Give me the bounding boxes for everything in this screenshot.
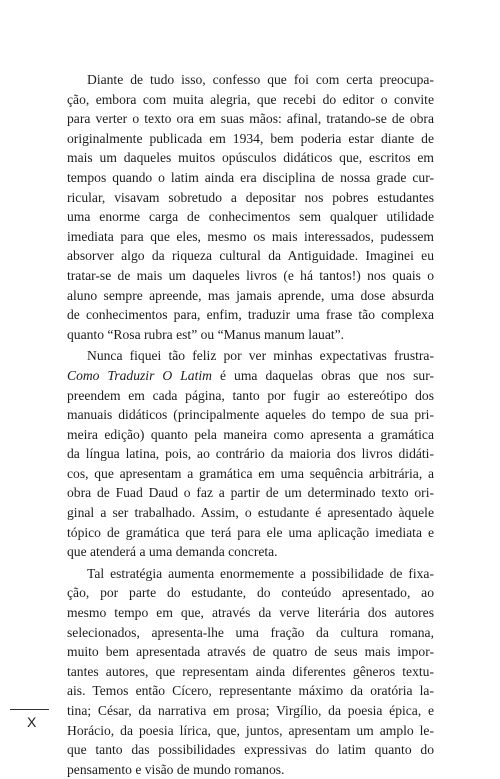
- text-line: obra de Fuad Daud o faz a partir de um determinado texto ori-: [67, 485, 434, 501]
- text-line: ção, por parte do estudante, do conteúdo apresentado, ao: [67, 585, 434, 601]
- text-line: ção, embora com muita alegria, que recebi do editor o convite: [67, 91, 434, 107]
- text-line: pensamento e visão de mundo romanos.: [67, 761, 285, 777]
- text-line: tempos quando o latim ainda era disciplina de nossa grade cur-: [67, 169, 434, 185]
- book-title-italic: Como Traduzir O Latim: [67, 367, 212, 383]
- text-line: preendem em cada página, tanto por fugir ao estereótipo dos: [67, 387, 434, 403]
- text-line: mais um daqueles muitos opúsculos didáticos que, escritos em: [67, 150, 434, 166]
- text-line: Nunca fiquei tão feliz por ver minhas expectativas frustra-: [87, 348, 434, 364]
- text-line: tratar-se de mais um daqueles livros (e há tantos!) nos quais o: [67, 267, 434, 283]
- text-line: que tanto das possibilidades expressivas do latim quanto do: [67, 742, 434, 758]
- paragraph: [67, 346, 434, 562]
- text-line: originalmente publicada em 1934, bem poderia estar diante de: [67, 130, 434, 146]
- text-line: tópico de gramática que terá para ele uma aplicação imediata e: [67, 524, 434, 540]
- body-text: [67, 70, 434, 779]
- text-line: meira edição) quanto pela maneira como apresenta a gramática: [67, 426, 434, 442]
- text-line: tantes autores, que representam ainda diferentes gêneros textu-: [67, 663, 434, 679]
- text-line: cos, que apresentam a gramática em uma sequência arbitrária, a: [67, 465, 434, 481]
- text-line: imediata para que eles, mesmo os mais interessados, pudessem: [67, 228, 434, 244]
- text-line: [67, 366, 434, 386]
- footer-rule: [10, 709, 49, 710]
- text-line: da língua latina, pois, ao contrário da maioria dos livros didáti-: [67, 446, 434, 462]
- text-line: ricular, visavam sobretudo a depositar nos pobres estudantes: [67, 189, 434, 205]
- text-line: muito bem apresentada através de quatro de seus mais impor-: [67, 644, 434, 660]
- text-line: selecionados, apresenta-lhe uma fração da cultura romana,: [67, 624, 434, 640]
- text-line: quanto “Rosa rubra est” ou “Manus manum lauat”.: [67, 326, 345, 342]
- text-line: manuais didáticos (principalmente aqueles do tempo de sua pri-: [67, 407, 434, 423]
- text-line-rest: é uma daquelas obras que nos sur-: [211, 367, 434, 383]
- text-line: para verter o texto ora em suas mãos: afinal, tratando-se de obra: [67, 111, 434, 127]
- paragraph: [67, 564, 434, 779]
- text-line: mesmo tempo em que, através da verve literária dos autores: [67, 605, 434, 621]
- text-line: uma enorme carga de conhecimentos sem qualquer utilidade: [67, 209, 434, 225]
- text-line: Diante de tudo isso, confesso que foi com certa preocupa-: [87, 72, 434, 87]
- text-line: Horácio, da poesia lírica, que, juntos, apresentam um amplo le-: [67, 722, 434, 738]
- page-number: X: [27, 714, 37, 730]
- text-line: que atenderá a uma demanda concreta.: [67, 544, 278, 560]
- text-line: de conhecimentos para, enfim, traduzir uma frase tão complexa: [67, 307, 434, 323]
- text-line: aluno sempre apreende, mas jamais aprende, uma dose absurda: [67, 287, 434, 303]
- text-line: ginal a ser trabalhado. Assim, o estudante é apresentado àquele: [67, 505, 434, 521]
- paragraph: [67, 70, 434, 344]
- text-line: ais. Temos então Cícero, representante máximo da oratória la-: [67, 683, 434, 699]
- text-line: Tal estratégia aumenta enormemente a possibilidade de fixa-: [87, 565, 434, 581]
- text-line: tina; César, da narrativa em prosa; Virgílio, da poesia épica, e: [67, 703, 434, 718]
- text-line: absorver algo da riqueza cultural da Antiguidade. Imaginei eu: [67, 248, 434, 264]
